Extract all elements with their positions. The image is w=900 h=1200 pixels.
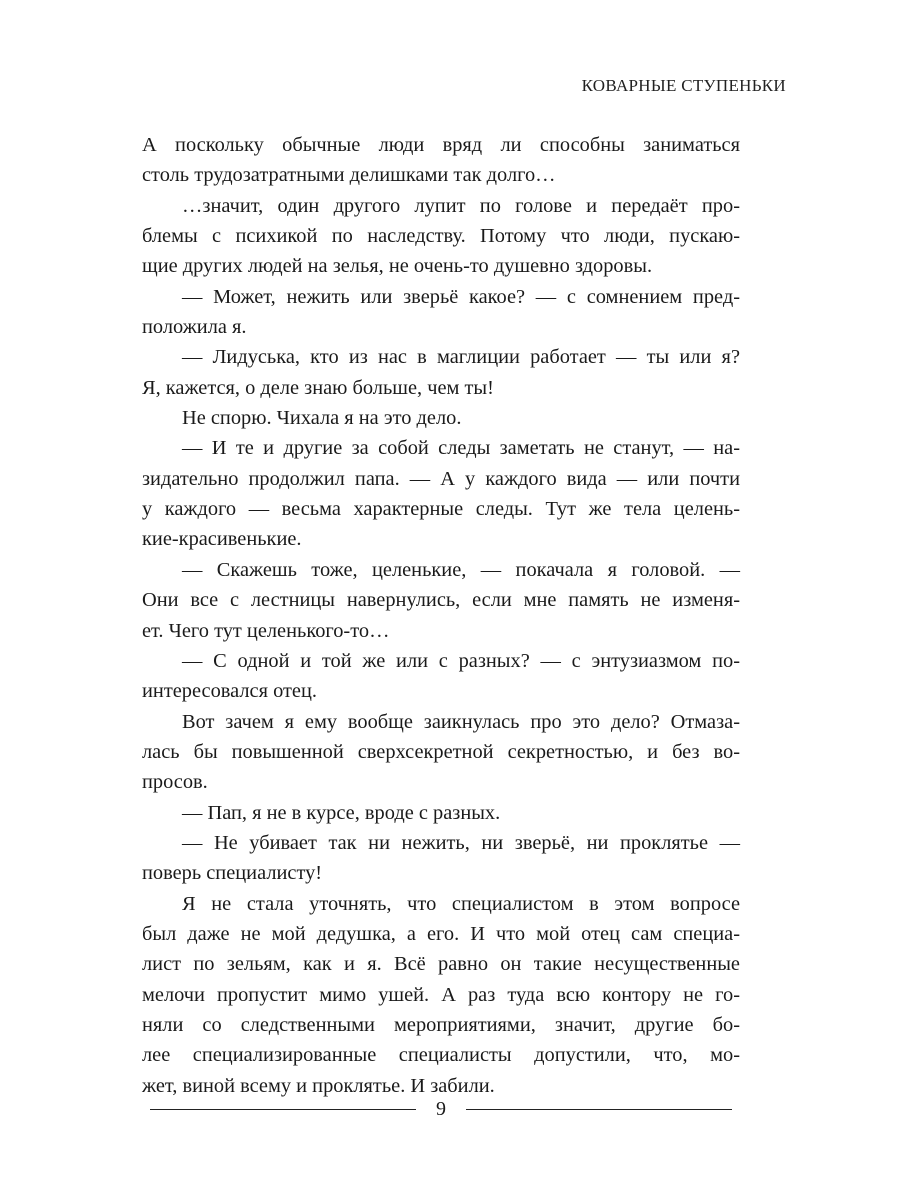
text-line: Я не стала уточнять, что специалистом в этом вопросе	[182, 892, 740, 915]
text-line: — Может, нежить или зверьё какое? — с сомнением пред-	[182, 285, 740, 308]
text-line: блемы с психикой по наследству. Потому что люди, пускаю-	[142, 225, 740, 248]
text-line: Вот зачем я ему вообще заикнулась про это дело? Отмаза-	[182, 710, 740, 733]
text-line: — И те и другие за собой следы заметать не станут, — на-	[182, 437, 740, 460]
text-line: столь трудозатратными делишками так долго…	[142, 164, 556, 187]
footer-rule-left	[150, 1109, 416, 1110]
body-text	[142, 130, 740, 1101]
text-line: — Пап, я не в курсе, вроде с разных.	[182, 801, 501, 824]
text-line: жет, виной всему и проклятье. И забили.	[142, 1074, 495, 1097]
text-line: лист по зельям, как и я. Всё равно он такие несущественные	[142, 953, 740, 976]
text-line: — Скажешь тоже, целенькие, — покачала я головой. —	[182, 558, 740, 581]
text-line: …значит, один другого лупит по голове и передаёт про-	[182, 194, 740, 217]
text-line: положила я.	[142, 316, 247, 339]
text-line: у каждого — весьма характерные следы. Тут же тела целень-	[142, 498, 740, 521]
text-line: интересовался отец.	[142, 680, 317, 703]
text-line: лее специализированные специалисты допустили, что, мо-	[142, 1044, 740, 1067]
text-line: Я, кажется, о деле знаю больше, чем ты!	[142, 376, 494, 399]
text-line: щие других людей на зелья, не очень-то душевно здоровы.	[142, 255, 653, 278]
text-line: — Лидуська, кто из нас в маглиции работает — ты или я?	[182, 346, 740, 369]
text-line: поверь специалисту!	[142, 862, 323, 885]
footer-rule-right	[466, 1109, 732, 1110]
page-number: 9	[436, 1098, 446, 1120]
text-line: Они все с лестницы навернулись, если мне память не изменя-	[142, 589, 740, 612]
text-line: зидательно продолжил папа. — А у каждого вида — или почти	[142, 467, 740, 490]
page-footer	[150, 1094, 732, 1124]
text-line: был даже не мой дедушка, а его. И что мой отец сам специа-	[142, 922, 740, 945]
text-line: кие-красивенькие.	[142, 528, 302, 551]
text-line: А поскольку обычные люди вряд ли способны заниматься	[142, 134, 740, 156]
text-line: — С одной и той же или с разных? — с энтузиазмом по-	[182, 649, 740, 672]
text-line: Не спорю. Чихала я на это дело.	[182, 407, 462, 430]
text-line: — Не убивает так ни нежить, ни зверьё, ни проклятье —	[182, 831, 740, 854]
text-line: мелочи пропустит мимо ушей. А раз туда всю контору не го-	[142, 983, 740, 1006]
running-head-title: КОВАРНЫЕ СТУПЕНЬКИ	[581, 76, 786, 95]
text-line: ет. Чего тут целенького-то…	[142, 619, 390, 642]
text-line: просов.	[142, 771, 208, 794]
text-line: няли со следственными мероприятиями, значит, другие бо-	[142, 1013, 740, 1036]
text-line: лась бы повышенной сверхсекретной секретностью, и без во-	[142, 740, 740, 763]
